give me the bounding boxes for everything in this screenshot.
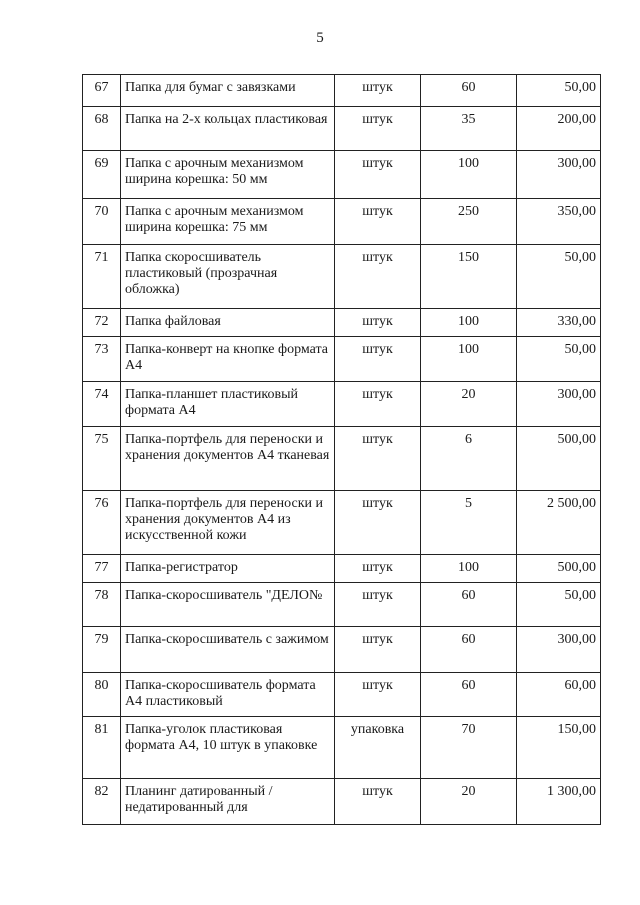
item-unit-cell: штук — [335, 673, 421, 717]
table-row — [83, 75, 601, 107]
table-row — [83, 309, 601, 337]
item-quantity-cell: 20 — [421, 382, 517, 427]
item-name-cell: Папка-регистратор — [121, 555, 335, 583]
item-name-cell: Папка-конверт на кнопке формата А4 — [121, 337, 335, 382]
item-unit-cell: штук — [335, 555, 421, 583]
item-number-cell: 71 — [83, 245, 121, 309]
item-unit-cell: штук — [335, 107, 421, 151]
items-table — [82, 74, 601, 825]
item-number-cell: 70 — [83, 199, 121, 245]
item-quantity-cell: 60 — [421, 75, 517, 107]
item-price-cell: 50,00 — [517, 245, 601, 309]
item-quantity-cell: 100 — [421, 337, 517, 382]
item-quantity-cell: 35 — [421, 107, 517, 151]
item-price-cell: 500,00 — [517, 427, 601, 491]
item-number-cell: 69 — [83, 151, 121, 199]
table-row — [83, 427, 601, 491]
item-price-cell: 350,00 — [517, 199, 601, 245]
item-number-cell: 67 — [83, 75, 121, 107]
item-unit-cell: штук — [335, 151, 421, 199]
item-unit-cell: штук — [335, 245, 421, 309]
item-number-cell: 68 — [83, 107, 121, 151]
item-number-cell: 72 — [83, 309, 121, 337]
item-unit-cell: штук — [335, 583, 421, 627]
items-table-body — [83, 75, 601, 825]
item-quantity-cell: 60 — [421, 627, 517, 673]
item-quantity-cell: 70 — [421, 717, 517, 779]
item-name-cell: Папка файловая — [121, 309, 335, 337]
item-name-cell: Папка-уголок пластиковая формата А4, 10 штук в упаковке — [121, 717, 335, 779]
table-row — [83, 337, 601, 382]
item-price-cell: 500,00 — [517, 555, 601, 583]
item-unit-cell: штук — [335, 779, 421, 825]
item-quantity-cell: 100 — [421, 151, 517, 199]
item-number-cell: 74 — [83, 382, 121, 427]
item-price-cell: 300,00 — [517, 151, 601, 199]
item-quantity-cell: 150 — [421, 245, 517, 309]
item-price-cell: 60,00 — [517, 673, 601, 717]
item-quantity-cell: 60 — [421, 673, 517, 717]
table-row — [83, 199, 601, 245]
item-unit-cell: штук — [335, 337, 421, 382]
item-unit-cell: штук — [335, 199, 421, 245]
item-unit-cell: упаковка — [335, 717, 421, 779]
item-quantity-cell: 100 — [421, 555, 517, 583]
item-number-cell: 80 — [83, 673, 121, 717]
item-name-cell: Папка-скоросшиватель с зажимом — [121, 627, 335, 673]
item-price-cell: 50,00 — [517, 337, 601, 382]
item-unit-cell: штук — [335, 309, 421, 337]
item-number-cell: 73 — [83, 337, 121, 382]
item-unit-cell: штук — [335, 627, 421, 673]
item-number-cell: 79 — [83, 627, 121, 673]
item-price-cell: 1 300,00 — [517, 779, 601, 825]
table-row — [83, 583, 601, 627]
item-number-cell: 78 — [83, 583, 121, 627]
item-quantity-cell: 60 — [421, 583, 517, 627]
item-price-cell: 50,00 — [517, 583, 601, 627]
item-name-cell: Папка-скоросшиватель "ДЕЛО№ — [121, 583, 335, 627]
item-name-cell: Папка с арочным механизмом ширина корешка: 50 мм — [121, 151, 335, 199]
item-quantity-cell: 100 — [421, 309, 517, 337]
item-price-cell: 300,00 — [517, 382, 601, 427]
item-name-cell: Папка на 2-х кольцах пластиковая — [121, 107, 335, 151]
table-row — [83, 779, 601, 825]
item-unit-cell: штук — [335, 491, 421, 555]
item-quantity-cell: 5 — [421, 491, 517, 555]
item-name-cell: Папка-планшет пластиковый формата А4 — [121, 382, 335, 427]
item-name-cell: Папка скоросшиватель пластиковый (прозрачная обложка) — [121, 245, 335, 309]
table-row — [83, 245, 601, 309]
item-name-cell: Папка-портфель для переноски и хранения документов А4 из искусственной кожи — [121, 491, 335, 555]
item-name-cell: Папка-скоросшиватель формата А4 пластиковый — [121, 673, 335, 717]
item-unit-cell: штук — [335, 427, 421, 491]
item-number-cell: 82 — [83, 779, 121, 825]
item-number-cell: 75 — [83, 427, 121, 491]
item-name-cell: Папка для бумаг с завязками — [121, 75, 335, 107]
item-price-cell: 300,00 — [517, 627, 601, 673]
item-price-cell: 2 500,00 — [517, 491, 601, 555]
table-row — [83, 717, 601, 779]
table-row — [83, 382, 601, 427]
item-quantity-cell: 250 — [421, 199, 517, 245]
item-name-cell: Папка с арочным механизмом ширина корешка: 75 мм — [121, 199, 335, 245]
item-price-cell: 150,00 — [517, 717, 601, 779]
item-unit-cell: штук — [335, 75, 421, 107]
item-unit-cell: штук — [335, 382, 421, 427]
table-row — [83, 627, 601, 673]
item-price-cell: 200,00 — [517, 107, 601, 151]
item-number-cell: 77 — [83, 555, 121, 583]
item-price-cell: 330,00 — [517, 309, 601, 337]
item-quantity-cell: 6 — [421, 427, 517, 491]
item-quantity-cell: 20 — [421, 779, 517, 825]
table-row — [83, 151, 601, 199]
table-row — [83, 491, 601, 555]
table-row — [83, 673, 601, 717]
page-number: 5 — [316, 30, 324, 46]
item-name-cell: Планинг датированный / недатированный для — [121, 779, 335, 825]
item-name-cell: Папка-портфель для переноски и хранения документов А4 тканевая — [121, 427, 335, 491]
item-number-cell: 76 — [83, 491, 121, 555]
item-number-cell: 81 — [83, 717, 121, 779]
table-row — [83, 555, 601, 583]
item-price-cell: 50,00 — [517, 75, 601, 107]
table-row — [83, 107, 601, 151]
